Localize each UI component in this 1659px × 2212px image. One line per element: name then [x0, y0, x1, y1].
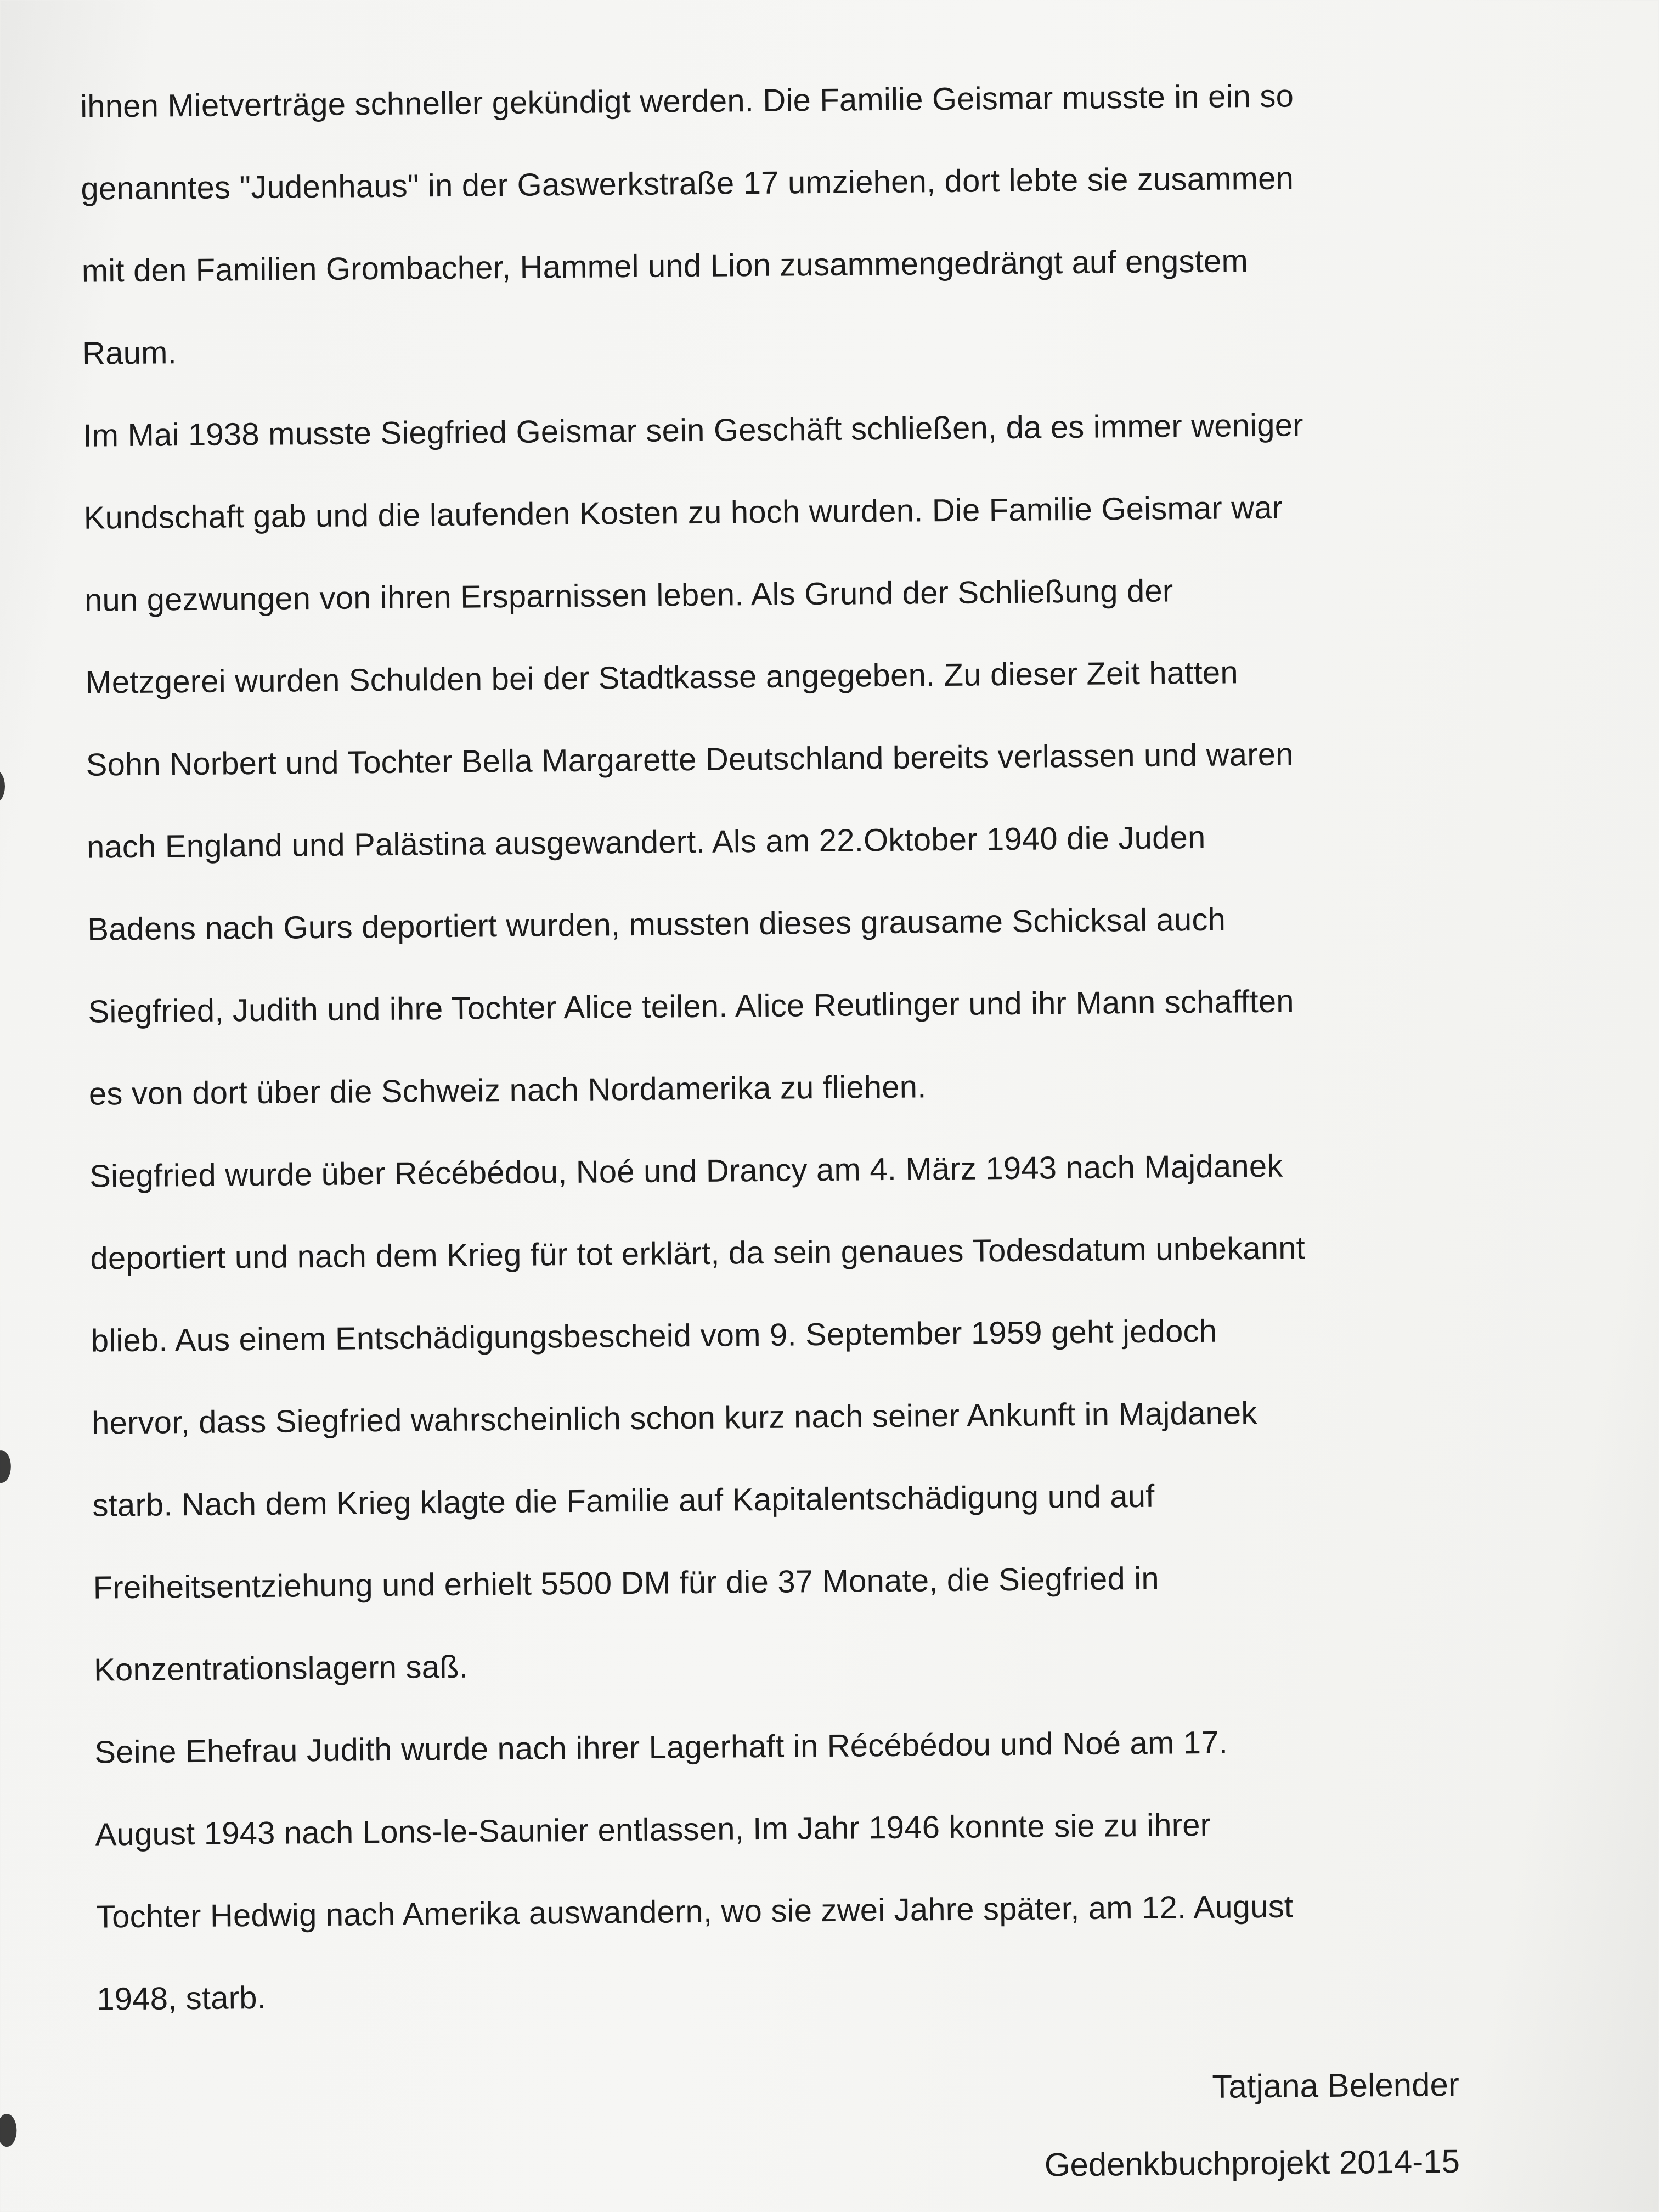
text-line: Tochter Hedwig nach Amerika auswandern, wo sie zwei Jahre später, am 12. August — [95, 1888, 1294, 1935]
text-line: blieb. Aus einem Entschädigungsbescheid vom 9. September 1959 geht jedoch — [91, 1313, 1217, 1359]
text-line: hervor, dass Siegfried wahrscheinlich schon kurz nach seiner Ankunft in Majdanek — [91, 1395, 1257, 1441]
text-line: Sohn Norbert und Tochter Bella Margarette Deutschland bereits verlassen und waren — [86, 736, 1294, 783]
text-line: mit den Familien Grombacher, Hammel und Lion zusammengedrängt auf engstem — [81, 243, 1249, 289]
binder-hole — [0, 2114, 17, 2147]
text-line: Im Mai 1938 musste Siegfried Geismar sein Geschäft schließen, da es immer weniger — [83, 407, 1304, 454]
binder-hole — [0, 770, 5, 803]
project-name: Gedenkbuchprojekt 2014-15 — [1044, 2142, 1460, 2183]
author-name: Tatjana Belender — [1212, 2066, 1460, 2105]
text-line: starb. Nach dem Krieg klagte die Familie auf Kapitalentschädigung und auf — [92, 1478, 1155, 1523]
text-line: genanntes "Judenhaus" in der Gaswerkstraße 17 umziehen, dort lebte sie zusammen — [81, 160, 1294, 207]
text-line: ihnen Mietverträge schneller gekündigt werden. Die Familie Geismar musste in ein so — [80, 78, 1294, 125]
signature-block — [1043, 2046, 1460, 2204]
text-line: August 1943 nach Lons-le-Saunier entlassen, Im Jahr 1946 konnte sie zu ihrer — [95, 1807, 1211, 1853]
text-line: es von dort über die Schweiz nach Nordamerika zu fliehen. — [88, 1069, 927, 1112]
text-line: Metzgerei wurden Schulden bei der Stadtkasse angegeben. Zu dieser Zeit hatten — [85, 654, 1239, 701]
text-line: Konzentrationslagern saß. — [93, 1649, 469, 1688]
binder-hole — [0, 1450, 11, 1483]
text-line: Badens nach Gurs deportiert wurden, mussten dieses grausame Schicksal auch — [87, 901, 1226, 947]
text-line: Seine Ehefrau Judith wurde nach ihrer Lagerhaft in Récébédou und Noé am 17. — [94, 1724, 1228, 1770]
text-line: Freiheitsentziehung und erhielt 5500 DM für die 37 Monate, die Siegfried in — [93, 1560, 1160, 1606]
text-line: Kundschaft gab und die laufenden Kosten zu hoch wurden. Die Familie Geismar war — [83, 489, 1283, 536]
text-line: nach England und Palästina ausgewandert. Als am 22.Oktober 1940 die Juden — [86, 819, 1206, 865]
text-line: 1948, starb. — [97, 1979, 267, 2017]
text-line: deportiert und nach dem Krieg für tot erklärt, da sein genaues Todesdatum unbekannt — [90, 1230, 1306, 1277]
body-text — [80, 54, 1480, 2041]
text-line: Siegfried wurde über Récébédou, Noé und Drancy am 4. März 1943 nach Majdanek — [89, 1148, 1283, 1194]
text-line: nun gezwungen von ihren Ersparnissen leben. Als Grund der Schließung der — [84, 573, 1173, 618]
text-line: Raum. — [82, 335, 177, 371]
text-line: Siegfried, Judith und ihre Tochter Alice teilen. Alice Reutlinger und ihr Mann schafften — [88, 983, 1295, 1030]
